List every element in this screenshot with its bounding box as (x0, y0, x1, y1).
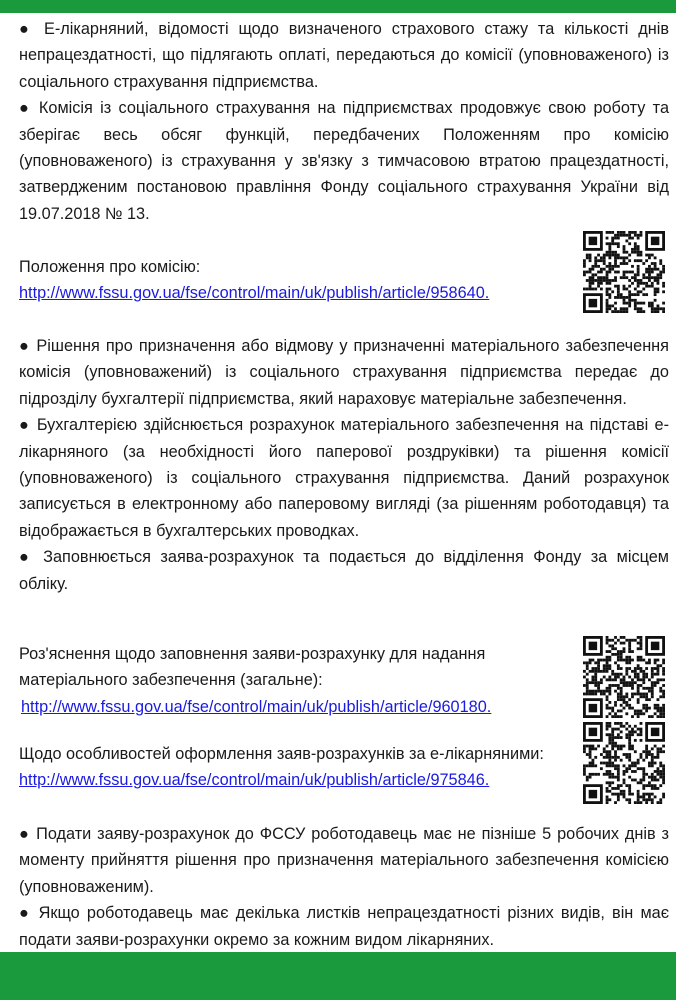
qr-code-icon (583, 231, 665, 313)
reference-label: Щодо особливостей оформлення заяв-розрахунків за е-лікарняними: (19, 745, 544, 763)
reference-e-sick-leave-applications (19, 741, 589, 794)
regulation-link[interactable]: http://www.fssu.gov.ua/fse/control/main/uk/publish/article/958640. (19, 284, 490, 303)
section-submission-deadlines (19, 821, 669, 953)
section-commission-intro (19, 16, 669, 227)
e-sick-leave-applications-link[interactable]: http://www.fssu.gov.ua/fse/control/main/uk/publish/article/975846. (19, 771, 490, 790)
paragraph-application-submission: ● Заповнюється заява-розрахунок та подається до відділення Фонду за місцем обліку. (19, 548, 669, 593)
bottom-accent-bar (0, 952, 676, 1000)
application-guidance-link[interactable]: http://www.fssu.gov.ua/fse/control/main/uk/publish/article/960180. (21, 697, 492, 716)
paragraph-commission-functions: ● Комісія із соціального страхування на підприємствах продовжує свою роботу та зберігає весь обсяг функцій, передбачених Положенням про комісію (уповноваженого) із страхування у зв'язку з тимчасовою втратою працездатності, затвердженим постановою правління Фонду соціального страхування України від 19.07.2018 № 13. (19, 99, 669, 223)
reference-commission-regulation (19, 254, 579, 307)
qr-code-icon (583, 722, 665, 804)
section-accounting-process (19, 333, 669, 597)
paragraph-multiple-sheets: ● Якщо роботодавець має декілька листків непрацездатності різних видів, він має подати заяви-розрахунки окремо за кожним видом лікарняних. (19, 904, 669, 949)
paragraph-e-sick-leave-transfer: ● Е-лікарняний, відомості щодо визначеного страхового стажу та кількості днів непрацездатності, що підлягають оплаті, передаються до комісії (уповноваженого) із соціального страхування підприємства. (19, 20, 669, 91)
top-accent-bar (0, 0, 676, 13)
reference-label: Положення про комісію: (19, 258, 201, 276)
reference-label-line1: Роз'яснення щодо заповнення заяви-розрахунку для надання (19, 645, 486, 663)
paragraph-accounting-calculation: ● Бухгалтерією здійснюється розрахунок матеріального забезпечення на підставі е-лікарняного (за необхідності його паперової роздруківки) та рішення комісії (уповноваженого) із соціального страхування підприємства. Даний розрахунок записується в електронному або паперовому вигляді (за рішенням роботодавця) та відображається в бухгалтерських проводках. (19, 416, 669, 540)
reference-application-guidance (19, 641, 579, 720)
reference-label-line2: матеріального забезпечення (загальне): (19, 671, 323, 690)
paragraph-submission-deadline: ● Подати заяву-розрахунок до ФССУ роботодавець має не пізніше 5 робочих днів з моменту прийняття рішення про призначення матеріального забезпечення комісією (уповноваженим). (19, 825, 669, 896)
qr-code-icon (583, 636, 665, 718)
paragraph-decision-transfer: ● Рішення про призначення або відмову у призначенні матеріального забезпечення комісія (уповноважений) із соціального страхування підприємства передає до підрозділу бухгалтерії підприємства, який нараховує матеріальне забезпечення. (19, 337, 669, 408)
